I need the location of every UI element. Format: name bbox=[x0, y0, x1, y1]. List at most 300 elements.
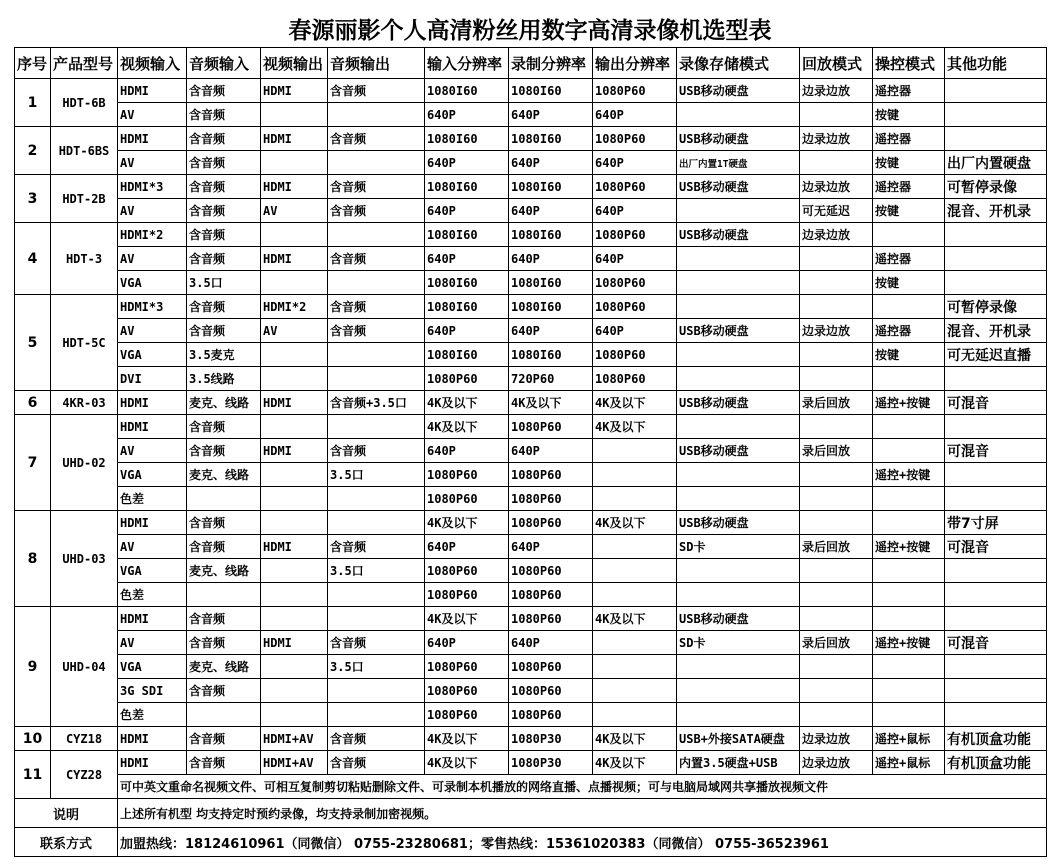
spec-cell: 边录边放 bbox=[800, 127, 873, 151]
spec-cell: 含音频 bbox=[187, 751, 261, 775]
spec-cell bbox=[800, 583, 873, 607]
spec-cell bbox=[945, 559, 1047, 583]
spec-cell: 640P bbox=[425, 535, 509, 559]
spec-cell: 1080P60 bbox=[593, 127, 677, 151]
spec-cell bbox=[261, 607, 328, 631]
spec-cell: HDMI bbox=[118, 751, 187, 775]
spec-cell bbox=[800, 247, 873, 271]
table-row bbox=[15, 487, 1047, 511]
spec-cell: 640P bbox=[509, 103, 593, 127]
spec-cell: 出厂内置硬盘 bbox=[945, 151, 1047, 175]
spec-cell: 遥控器 bbox=[873, 127, 945, 151]
spec-cell: HDMI*2 bbox=[261, 295, 328, 319]
spec-cell: 4K及以下 bbox=[593, 415, 677, 439]
spec-cell: AV bbox=[261, 319, 328, 343]
spec-cell bbox=[677, 103, 800, 127]
spec-cell: 麦克、线路 bbox=[187, 559, 261, 583]
note-cell: 可中英文重命名视频文件、可相互复制剪切粘贴删除文件、可录制本机播放的网络直播、点播视频；可与电脑局域网共享播放视频文件 bbox=[118, 775, 1047, 799]
spec-cell: 1080P60 bbox=[593, 295, 677, 319]
seq-cell: 6 bbox=[15, 391, 51, 415]
spec-cell: HDMI bbox=[118, 607, 187, 631]
spec-cell: 1080P60 bbox=[509, 583, 593, 607]
spec-cell: 含音频 bbox=[187, 295, 261, 319]
spec-cell bbox=[873, 583, 945, 607]
spec-cell bbox=[873, 487, 945, 511]
sheet-title: 春源丽影个人高清粉丝用数字高清录像机选型表 bbox=[288, 17, 772, 44]
spec-cell: 遥控+按键 bbox=[873, 463, 945, 487]
seq-cell: 5 bbox=[15, 295, 51, 391]
spec-cell bbox=[945, 79, 1047, 103]
spec-cell: USB移动硬盘 bbox=[677, 607, 800, 631]
spec-cell bbox=[261, 511, 328, 535]
spec-cell: 1080I60 bbox=[425, 223, 509, 247]
spec-cell: AV bbox=[118, 631, 187, 655]
spec-cell bbox=[800, 271, 873, 295]
spec-cell: 4K及以下 bbox=[425, 607, 509, 631]
spec-cell: 含音频 bbox=[328, 439, 425, 463]
spec-cell bbox=[945, 247, 1047, 271]
table-row bbox=[15, 727, 1047, 751]
spec-cell: 1080P60 bbox=[509, 487, 593, 511]
spec-cell: 3.5口 bbox=[187, 271, 261, 295]
spec-cell: HDMI+AV bbox=[261, 751, 328, 775]
spec-cell: 1080I60 bbox=[509, 271, 593, 295]
spec-cell bbox=[187, 487, 261, 511]
model-cell: HDT-2B bbox=[51, 175, 118, 223]
table-row bbox=[15, 103, 1047, 127]
explain-label: 说明 bbox=[15, 799, 118, 828]
spec-cell: AV bbox=[118, 199, 187, 223]
spec-cell: 4K及以下 bbox=[593, 511, 677, 535]
header-row bbox=[15, 48, 1047, 79]
column-header: 输入分辨率 bbox=[425, 48, 509, 79]
spec-cell bbox=[945, 367, 1047, 391]
spec-cell: 含音频 bbox=[187, 631, 261, 655]
spec-cell bbox=[677, 367, 800, 391]
spec-cell bbox=[677, 679, 800, 703]
table-row bbox=[15, 655, 1047, 679]
spec-cell: HDMI bbox=[261, 391, 328, 415]
spec-cell: HDMI+AV bbox=[261, 727, 328, 751]
spec-cell: 4K及以下 bbox=[425, 391, 509, 415]
explain-row bbox=[15, 799, 1047, 828]
spec-cell: HDMI bbox=[118, 511, 187, 535]
model-cell: UHD-04 bbox=[51, 607, 118, 727]
seq-cell: 1 bbox=[15, 79, 51, 127]
seq-cell: 10 bbox=[15, 727, 51, 751]
spec-cell: 1080P60 bbox=[593, 367, 677, 391]
spec-cell: 边录边放 bbox=[800, 751, 873, 775]
spec-cell: 4K及以下 bbox=[593, 751, 677, 775]
spec-cell bbox=[873, 559, 945, 583]
spec-cell bbox=[945, 487, 1047, 511]
column-header: 输出分辨率 bbox=[593, 48, 677, 79]
spec-cell bbox=[800, 511, 873, 535]
model-cell: 4KR-03 bbox=[51, 391, 118, 415]
spec-cell: 1080I60 bbox=[509, 343, 593, 367]
spec-cell: 4K及以下 bbox=[593, 391, 677, 415]
spec-cell: 1080P60 bbox=[425, 367, 509, 391]
spec-cell: 可无延迟直播 bbox=[945, 343, 1047, 367]
spec-cell: 1080I60 bbox=[425, 295, 509, 319]
spec-cell: 1080P60 bbox=[593, 343, 677, 367]
spec-cell: USB移动硬盘 bbox=[677, 127, 800, 151]
spec-cell: 可混音 bbox=[945, 439, 1047, 463]
note-row bbox=[15, 775, 1047, 799]
spec-cell: 1080P60 bbox=[593, 223, 677, 247]
spec-cell bbox=[328, 415, 425, 439]
spec-cell bbox=[945, 223, 1047, 247]
spec-cell: 遥控+鼠标 bbox=[873, 727, 945, 751]
spec-cell: 遥控+按键 bbox=[873, 535, 945, 559]
spec-cell: 有机顶盒功能 bbox=[945, 751, 1047, 775]
spec-cell: 1080P60 bbox=[425, 679, 509, 703]
spec-cell bbox=[873, 679, 945, 703]
spec-cell bbox=[261, 343, 328, 367]
spec-cell bbox=[800, 415, 873, 439]
spec-cell bbox=[261, 415, 328, 439]
seq-cell: 4 bbox=[15, 223, 51, 295]
spec-cell bbox=[945, 103, 1047, 127]
spec-cell: HDMI bbox=[261, 127, 328, 151]
spec-cell: HDMI bbox=[118, 415, 187, 439]
spec-cell bbox=[261, 703, 328, 727]
column-header: 回放模式 bbox=[800, 48, 873, 79]
table-row bbox=[15, 391, 1047, 415]
spec-cell bbox=[593, 487, 677, 511]
spec-cell bbox=[328, 487, 425, 511]
contact-label: 联系方式 bbox=[15, 828, 118, 857]
spec-cell: HDMI bbox=[261, 175, 328, 199]
spec-cell: 4K及以下 bbox=[593, 607, 677, 631]
spec-cell: 色差 bbox=[118, 703, 187, 727]
model-cell: CYZ28 bbox=[51, 751, 118, 799]
spec-cell: 色差 bbox=[118, 583, 187, 607]
spec-cell: 1080P60 bbox=[425, 703, 509, 727]
spec-cell: 1080P60 bbox=[425, 559, 509, 583]
spec-cell: 640P bbox=[425, 247, 509, 271]
spec-cell: 可暂停录像 bbox=[945, 175, 1047, 199]
spec-cell: 按键 bbox=[873, 199, 945, 223]
seq-cell: 9 bbox=[15, 607, 51, 727]
spec-cell bbox=[593, 631, 677, 655]
spec-cell: 含音频 bbox=[187, 535, 261, 559]
spec-cell bbox=[261, 463, 328, 487]
spec-cell bbox=[328, 703, 425, 727]
spec-cell: HDMI bbox=[118, 127, 187, 151]
spec-cell: 可混音 bbox=[945, 535, 1047, 559]
spec-cell: 640P bbox=[509, 319, 593, 343]
table-row bbox=[15, 247, 1047, 271]
spec-cell: HDMI bbox=[261, 439, 328, 463]
spec-cell bbox=[800, 703, 873, 727]
spec-cell: 640P bbox=[593, 319, 677, 343]
spec-cell bbox=[873, 295, 945, 319]
spec-cell: 1080P60 bbox=[509, 607, 593, 631]
spec-cell: 录后回放 bbox=[800, 535, 873, 559]
spec-cell bbox=[328, 271, 425, 295]
spec-cell: 3G SDI bbox=[118, 679, 187, 703]
spec-cell: AV bbox=[118, 535, 187, 559]
model-cell: UHD-02 bbox=[51, 415, 118, 511]
spec-cell: 含音频 bbox=[187, 247, 261, 271]
spec-cell: VGA bbox=[118, 655, 187, 679]
spec-cell: 出厂内置1T硬盘 bbox=[677, 151, 800, 175]
spec-cell bbox=[800, 463, 873, 487]
spec-cell: 1080I60 bbox=[425, 175, 509, 199]
contact-text: 加盟热线：18124610961（同微信） 0755-23280681；零售热线：15361020383（同微信） 0755-36523961 bbox=[118, 828, 1047, 857]
spec-cell: 遥控+鼠标 bbox=[873, 751, 945, 775]
spec-cell: 混音、开机录 bbox=[945, 199, 1047, 223]
table-row bbox=[15, 151, 1047, 175]
spec-cell bbox=[873, 607, 945, 631]
spec-cell: 1080P60 bbox=[593, 79, 677, 103]
spec-cell bbox=[261, 487, 328, 511]
spec-cell: USB移动硬盘 bbox=[677, 79, 800, 103]
spec-cell: 3.5口 bbox=[328, 463, 425, 487]
spec-cell bbox=[593, 535, 677, 559]
spec-cell: AV bbox=[118, 151, 187, 175]
spec-cell: USB移动硬盘 bbox=[677, 391, 800, 415]
spec-cell bbox=[800, 559, 873, 583]
spec-cell: 640P bbox=[425, 151, 509, 175]
table-row bbox=[15, 367, 1047, 391]
table-row bbox=[15, 343, 1047, 367]
table-row bbox=[15, 127, 1047, 151]
spec-cell bbox=[187, 583, 261, 607]
spec-cell: HDMI bbox=[261, 79, 328, 103]
spec-cell: 含音频 bbox=[187, 319, 261, 343]
spec-cell bbox=[677, 343, 800, 367]
table-row bbox=[15, 415, 1047, 439]
spec-cell: 边录边放 bbox=[800, 727, 873, 751]
spec-cell: 含音频 bbox=[187, 79, 261, 103]
table-row bbox=[15, 319, 1047, 343]
spec-cell: 640P bbox=[593, 151, 677, 175]
spec-cell: 1080I60 bbox=[425, 271, 509, 295]
model-cell: HDT-6B bbox=[51, 79, 118, 127]
contact-row bbox=[15, 828, 1047, 857]
spec-cell: 1080I60 bbox=[509, 79, 593, 103]
model-cell: HDT-5C bbox=[51, 295, 118, 391]
column-header: 产品型号 bbox=[51, 48, 118, 79]
spec-cell: 640P bbox=[509, 439, 593, 463]
column-header: 操控模式 bbox=[873, 48, 945, 79]
seq-cell: 7 bbox=[15, 415, 51, 511]
spec-cell: 3.5麦克 bbox=[187, 343, 261, 367]
spec-cell: 可混音 bbox=[945, 391, 1047, 415]
spec-cell bbox=[677, 463, 800, 487]
spec-cell bbox=[328, 151, 425, 175]
spec-cell: 内置3.5硬盘+USB bbox=[677, 751, 800, 775]
spec-cell: 4K及以下 bbox=[509, 391, 593, 415]
spec-cell bbox=[593, 655, 677, 679]
spec-cell: 含音频 bbox=[187, 607, 261, 631]
spec-cell: HDMI bbox=[261, 247, 328, 271]
spec-cell: 1080P60 bbox=[509, 703, 593, 727]
spec-cell bbox=[945, 583, 1047, 607]
spec-cell: USB移动硬盘 bbox=[677, 439, 800, 463]
column-header: 视频输入 bbox=[118, 48, 187, 79]
spec-cell: 640P bbox=[425, 631, 509, 655]
spec-cell: 1080P60 bbox=[509, 415, 593, 439]
spec-cell bbox=[261, 679, 328, 703]
spec-cell: 录后回放 bbox=[800, 391, 873, 415]
spec-cell: 3.5线路 bbox=[187, 367, 261, 391]
spec-cell bbox=[328, 607, 425, 631]
spec-cell: 720P60 bbox=[509, 367, 593, 391]
spec-cell: USB移动硬盘 bbox=[677, 223, 800, 247]
spec-cell: AV bbox=[118, 319, 187, 343]
spec-cell bbox=[873, 415, 945, 439]
spec-cell: 640P bbox=[425, 199, 509, 223]
spec-cell bbox=[677, 247, 800, 271]
spec-cell: 3.5口 bbox=[328, 559, 425, 583]
table-row bbox=[15, 295, 1047, 319]
spec-cell bbox=[800, 295, 873, 319]
spec-cell: VGA bbox=[118, 463, 187, 487]
table-row bbox=[15, 271, 1047, 295]
model-cell: HDT-6BS bbox=[51, 127, 118, 175]
spec-cell: 4K及以下 bbox=[425, 751, 509, 775]
seq-cell: 2 bbox=[15, 127, 51, 175]
spec-cell bbox=[945, 655, 1047, 679]
spec-cell bbox=[873, 511, 945, 535]
spec-cell: 含音频 bbox=[187, 439, 261, 463]
spec-cell: 1080I60 bbox=[509, 175, 593, 199]
spec-cell bbox=[677, 295, 800, 319]
spec-cell: 按键 bbox=[873, 271, 945, 295]
spec-cell: 含音频 bbox=[187, 223, 261, 247]
table-row bbox=[15, 583, 1047, 607]
spec-cell: 含音频 bbox=[328, 319, 425, 343]
spec-cell: 含音频 bbox=[328, 127, 425, 151]
spec-cell bbox=[261, 223, 328, 247]
spec-cell bbox=[261, 559, 328, 583]
spec-cell: 含音频 bbox=[187, 415, 261, 439]
table-row bbox=[15, 679, 1047, 703]
spec-cell: SD卡 bbox=[677, 631, 800, 655]
spec-cell bbox=[677, 415, 800, 439]
spec-cell: 录后回放 bbox=[800, 439, 873, 463]
spec-cell bbox=[873, 439, 945, 463]
spec-cell: 含音频 bbox=[328, 247, 425, 271]
spec-cell bbox=[873, 703, 945, 727]
spec-cell bbox=[328, 511, 425, 535]
spec-cell bbox=[677, 271, 800, 295]
spec-cell: VGA bbox=[118, 559, 187, 583]
spec-cell: 含音频 bbox=[328, 199, 425, 223]
spec-cell: 640P bbox=[509, 199, 593, 223]
spec-cell: 4K及以下 bbox=[425, 727, 509, 751]
spec-cell: USB+外接SATA硬盘 bbox=[677, 727, 800, 751]
spec-cell: DVI bbox=[118, 367, 187, 391]
table-row bbox=[15, 79, 1047, 103]
spec-cell bbox=[677, 583, 800, 607]
spec-cell: AV bbox=[261, 199, 328, 223]
spec-cell: 麦克、线路 bbox=[187, 655, 261, 679]
spec-cell bbox=[945, 679, 1047, 703]
spec-cell: 含音频 bbox=[187, 151, 261, 175]
spec-cell: 640P bbox=[593, 247, 677, 271]
spec-cell bbox=[800, 607, 873, 631]
spec-cell bbox=[328, 343, 425, 367]
spec-cell bbox=[261, 151, 328, 175]
spec-cell: USB移动硬盘 bbox=[677, 511, 800, 535]
spec-cell bbox=[800, 367, 873, 391]
spec-cell: 含音频 bbox=[187, 679, 261, 703]
spec-cell: 含音频 bbox=[187, 127, 261, 151]
spec-cell: 遥控器 bbox=[873, 175, 945, 199]
spec-cell: 遥控器 bbox=[873, 319, 945, 343]
spec-cell: 1080I60 bbox=[509, 127, 593, 151]
spec-cell: SD卡 bbox=[677, 535, 800, 559]
spec-cell: 边录边放 bbox=[800, 223, 873, 247]
spec-cell: 含音频 bbox=[328, 751, 425, 775]
spec-cell bbox=[800, 103, 873, 127]
column-header: 音频输入 bbox=[187, 48, 261, 79]
spec-cell: 640P bbox=[425, 103, 509, 127]
spec-cell bbox=[677, 703, 800, 727]
spec-cell: 边录边放 bbox=[800, 79, 873, 103]
spec-cell: 1080P60 bbox=[509, 463, 593, 487]
spec-cell: 640P bbox=[509, 247, 593, 271]
spec-cell: HDMI bbox=[118, 727, 187, 751]
spec-cell bbox=[328, 583, 425, 607]
spec-cell: 可混音 bbox=[945, 631, 1047, 655]
spec-cell: 1080P60 bbox=[509, 559, 593, 583]
spec-cell: 1080I60 bbox=[425, 343, 509, 367]
spec-cell: HDMI bbox=[118, 79, 187, 103]
spec-cell bbox=[261, 367, 328, 391]
spec-cell: 4K及以下 bbox=[425, 415, 509, 439]
column-header: 录像存储模式 bbox=[677, 48, 800, 79]
spec-cell bbox=[800, 487, 873, 511]
spec-cell bbox=[945, 127, 1047, 151]
spec-cell: 含音频 bbox=[187, 199, 261, 223]
table-row bbox=[15, 511, 1047, 535]
spec-cell: 可暂停录像 bbox=[945, 295, 1047, 319]
spec-cell bbox=[261, 655, 328, 679]
column-header: 视频输出 bbox=[261, 48, 328, 79]
spec-cell: VGA bbox=[118, 343, 187, 367]
spec-cell bbox=[261, 103, 328, 127]
spec-cell: 640P bbox=[425, 439, 509, 463]
seq-cell: 3 bbox=[15, 175, 51, 223]
spec-cell bbox=[873, 367, 945, 391]
spec-cell: AV bbox=[118, 247, 187, 271]
spec-cell bbox=[328, 223, 425, 247]
spec-cell: 4K及以下 bbox=[593, 727, 677, 751]
spec-cell bbox=[873, 223, 945, 247]
spec-cell bbox=[328, 103, 425, 127]
spec-cell bbox=[945, 271, 1047, 295]
spec-cell bbox=[800, 151, 873, 175]
spec-cell bbox=[593, 583, 677, 607]
spec-cell: 边录边放 bbox=[800, 319, 873, 343]
spec-cell: 1080P30 bbox=[509, 727, 593, 751]
spec-cell: 遥控+按键 bbox=[873, 391, 945, 415]
spec-cell: 640P bbox=[509, 631, 593, 655]
spec-cell: HDMI bbox=[118, 391, 187, 415]
spec-cell: 含音频 bbox=[328, 727, 425, 751]
seq-cell: 11 bbox=[15, 751, 51, 799]
table-row bbox=[15, 439, 1047, 463]
spec-cell: 640P bbox=[509, 535, 593, 559]
spec-cell bbox=[873, 655, 945, 679]
spec-cell bbox=[945, 463, 1047, 487]
table-row bbox=[15, 175, 1047, 199]
